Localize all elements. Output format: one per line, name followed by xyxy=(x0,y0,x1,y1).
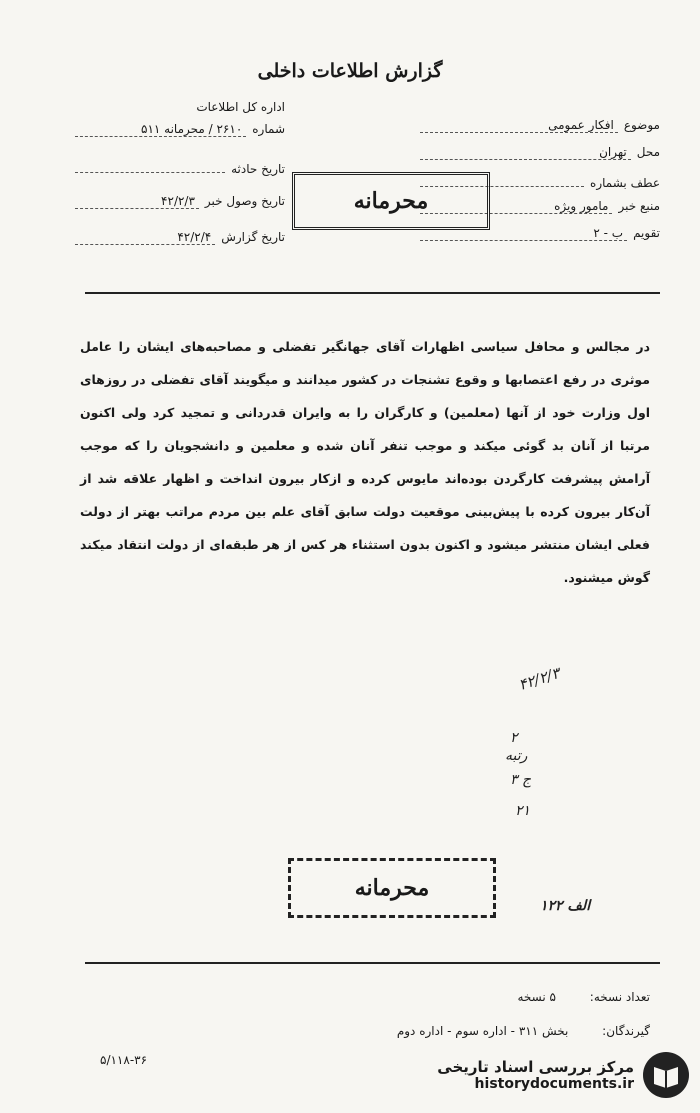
field-report-date xyxy=(75,230,285,266)
watermark-brand xyxy=(395,1047,690,1103)
header-divider xyxy=(85,292,660,294)
field-label: منبع خبر xyxy=(618,199,660,213)
footer-copies: تعداد نسخه: ۵ نسخه xyxy=(517,990,650,1004)
handwritten-note: ج ۳ xyxy=(510,772,532,788)
field-subject xyxy=(420,118,660,145)
recipients-label: گیرندگان xyxy=(606,1024,650,1038)
confidential-stamp: محرمانه xyxy=(292,172,490,230)
field-label: تاریخ وصول خبر xyxy=(204,194,285,208)
field-value xyxy=(75,158,225,173)
field-label: موضوع xyxy=(623,118,660,132)
field-label: شماره xyxy=(252,122,285,136)
document-title: گزارش اطلاعات داخلی xyxy=(257,60,443,82)
footer-divider xyxy=(85,962,660,964)
field-value: مامور ویژه xyxy=(420,199,612,214)
header-fields-left xyxy=(75,100,285,266)
field-label: تاریخ حادثه xyxy=(231,162,285,176)
field-rating xyxy=(420,226,660,253)
report-body: در مجالس و محافل سیاسی اظهارات آقای جهانگیر تفضلی و مصاحبه‌های ایشان را عامل موثری در رفع اعتصابها و وقوع تشنجات در کشور میدانند و میگویند آقای تفضلی در روزهای اول وزارت خود از آنها (معلمین) و کارگران را به وایران قدردانی و تمجید کرد ولی اکنون مرتبا از آنان بد گوئی میکند و موجب تنفر آنان شده و معلمین و دانشجویان را که موجب آرامش پیشرفت کارگردن بوده‌اند مایوس کرده و ازکار بیرون انداخت و اظهار علاقه شد از آن‌کار بیرون کرده با پیش‌بینی موقعیت دولت سابق آقای علم بین مردم مراتب بهتر از دولت فعلی ایشان منتشر میشود و اکنون بدون استثناء هر کس از هر طبقه‌ای از دولت انتقاد میکند گوش میشنود. xyxy=(80,339,650,585)
copies-label: تعداد نسخه xyxy=(593,990,650,1004)
handwritten-note: رتبه xyxy=(505,748,528,764)
handwritten-note: ۲۱ xyxy=(515,803,531,819)
field-value: تهران xyxy=(420,145,631,160)
brand-url: historydocuments.ir xyxy=(474,1076,634,1092)
field-label: تاریخ گزارش xyxy=(221,230,285,244)
confidential-stamp-bottom: محرمانه xyxy=(288,858,496,918)
handwritten-date: ۴۲/۲/۳ xyxy=(516,663,563,695)
field-value: ۴۲/۲/۴ xyxy=(75,230,215,245)
field-value: ب - ۲ xyxy=(420,226,627,241)
recipients-value: بخش ۳۱۱ - اداره سوم - اداره دوم xyxy=(396,1024,569,1038)
field-event-date xyxy=(75,158,285,194)
handwritten-reference: الف ۱۲۲ xyxy=(540,898,591,914)
copies-value: ۵ نسخه xyxy=(517,990,556,1004)
department-name: اداره کل اطلاعات xyxy=(196,100,285,114)
field-label: عطف بشماره xyxy=(590,176,660,190)
field-label: محل xyxy=(636,145,660,159)
handwritten-note: ۲ xyxy=(510,730,518,746)
document-number: ۵/۱۱۸-۳۶ xyxy=(100,1053,148,1067)
field-value: ۴۲/۲/۳ xyxy=(75,194,199,209)
field-received-date xyxy=(75,194,285,230)
footer-recipients: گیرندگان: بخش ۳۱۱ - اداره سوم - اداره دوم xyxy=(396,1024,650,1038)
book-logo-icon xyxy=(642,1051,690,1099)
field-value: افکار عمومی xyxy=(420,118,618,133)
brand-name: مرکز بررسی اسناد تاریخی xyxy=(437,1058,634,1076)
field-label: تقویم xyxy=(633,226,660,240)
field-number xyxy=(75,122,285,158)
field-location xyxy=(420,145,660,172)
field-value: ۲۶۱۰ / محرمانه ۵۱۱ xyxy=(75,122,246,137)
